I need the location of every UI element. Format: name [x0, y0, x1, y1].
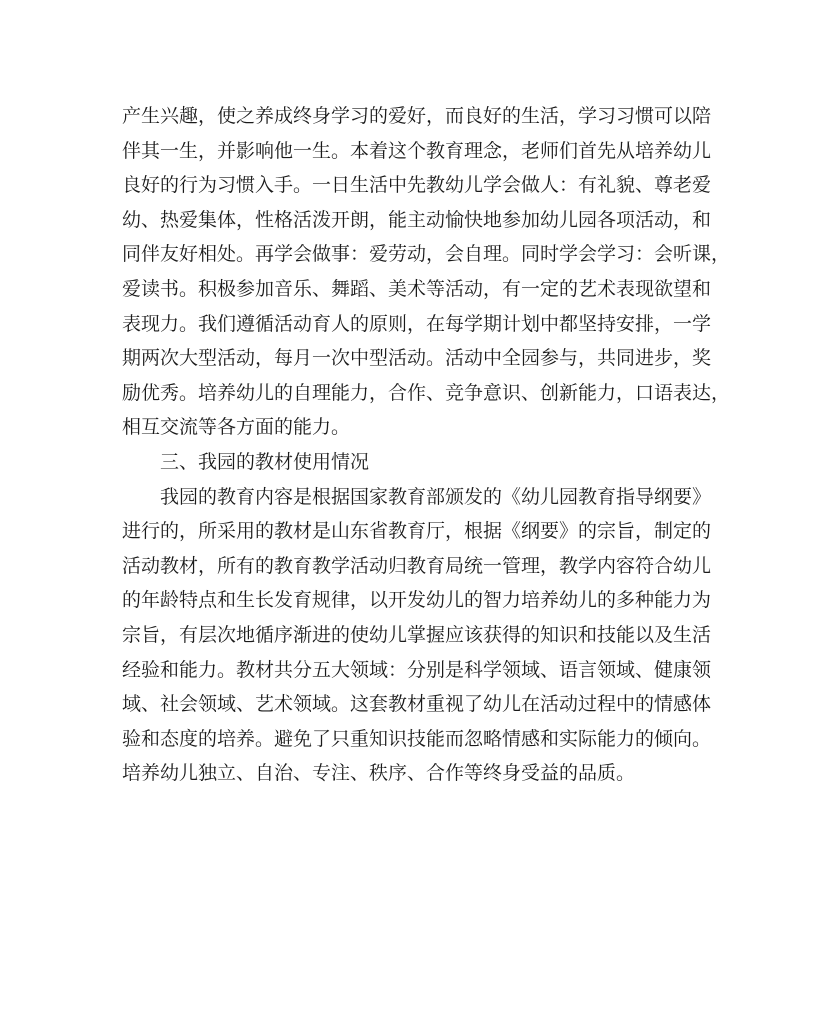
- text-line: 的年龄特点和生长发育规律，以开发幼儿的智力培养幼儿的多种能力为: [122, 589, 712, 612]
- text-line: 期两次大型活动，每月一次中型活动。活动中全园参与，共同进步，奖: [122, 347, 712, 370]
- text-line: 活动教材，所有的教育教学活动归教育局统一管理，教学内容符合幼儿: [122, 554, 712, 577]
- text-line: 我园的教育内容是根据国家教育部颁发的《幼儿园教育指导纲要》: [160, 485, 712, 508]
- section-heading: 三、我园的教材使用情况: [160, 450, 370, 473]
- text-line: 培养幼儿独立、自治、专注、秩序、合作等终身受益的品质。: [122, 762, 636, 785]
- text-line: 良好的行为习惯入手。一日生活中先教幼儿学会做人：有礼貌、尊老爱: [122, 174, 712, 197]
- text-line: 宗旨，有层次地循序渐进的使幼儿掌握应该获得的知识和技能以及生活: [122, 623, 712, 646]
- text-line: 励优秀。培养幼儿的自理能力，合作、竞争意识、创新能力，口语表达，: [122, 381, 731, 404]
- text-line: 相互交流等各方面的能力。: [122, 416, 351, 439]
- text-line: 幼、热爱集体，性格活泼开朗，能主动愉快地参加幼儿园各项活动，和: [122, 208, 712, 231]
- text-line: 产生兴趣，使之养成终身学习的爱好，而良好的生活，学习习惯可以陪: [122, 105, 712, 127]
- text-line: 经验和能力。教材共分五大领域：分别是科学领域、语言领域、健康领: [122, 658, 712, 681]
- body-text: [122, 99, 731, 791]
- text-line: 同伴友好相处。再学会做事：爱劳动，会自理。同时学会学习：会听课，: [122, 243, 731, 266]
- text-line: 伴其一生，并影响他一生。本着这个教育理念，老师们首先从培养幼儿: [122, 139, 712, 162]
- text-line: 域、社会领域、艺术领域。这套教材重视了幼儿在活动过程中的情感体: [122, 693, 712, 716]
- text-line: 进行的，所采用的教材是山东省教育厅，根据《纲要》的宗旨，制定的: [122, 520, 712, 543]
- text-line: 表现力。我们遵循活动育人的原则，在每学期计划中都坚持安排，一学: [122, 312, 712, 335]
- text-line: 验和态度的培养。避免了只重知识技能而忽略情感和实际能力的倾向。: [122, 727, 712, 750]
- text-line: 爱读书。积极参加音乐、舞蹈、美术等活动，有一定的艺术表现欲望和: [122, 277, 712, 300]
